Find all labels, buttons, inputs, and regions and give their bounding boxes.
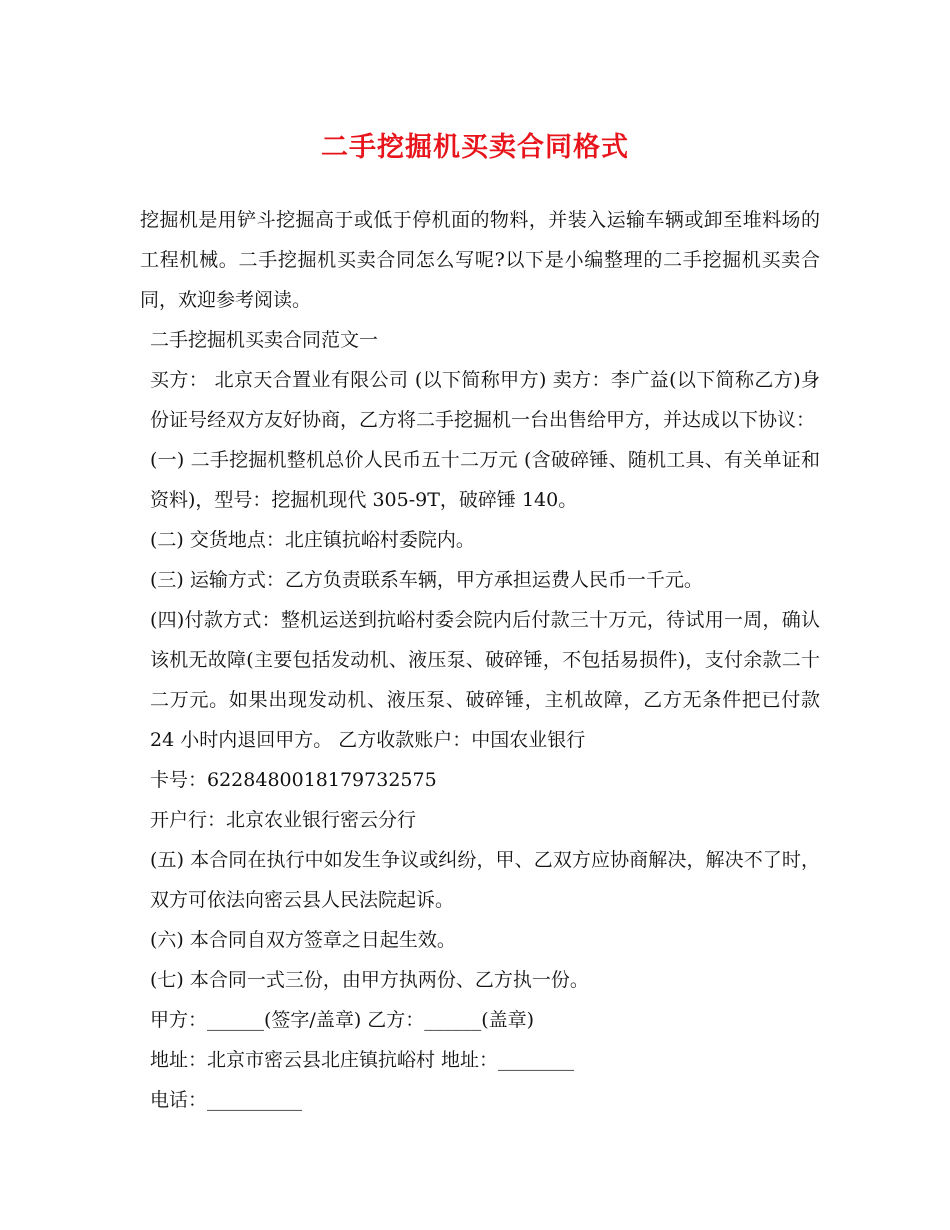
clause-2: (二) 交货地点：北庄镇抗峪村委院内。 bbox=[150, 529, 475, 551]
clause-3: (三) 运输方式：乙方负责联系车辆，甲方承担运费人民币一千元。 bbox=[150, 569, 703, 591]
section-heading: 二手挖掘机买卖合同范文一 bbox=[150, 329, 379, 351]
phone-line: 电话：__________ bbox=[150, 1089, 303, 1111]
clause-4: (四)付款方式：整机运送到抗峪村委会院内后付款三十万元，待试用一周，确认该机无故障(主要包括发动机、液压泵、破碎锤，不包括易损件)，支付余款二十二万元。如果出现发动机、液压泵、破碎锤，主机故障，乙方无条件把已付款 24 小时内退回甲方。 乙方收款账户：中国农业银行 bbox=[150, 609, 820, 751]
parties-paragraph: 买方： 北京天合置业有限公司 (以下简称甲方) 卖方：李广益(以下简称乙方)身份证号经双方友好协商，乙方将二手挖掘机一台出售给甲方，并达成以下协议： bbox=[150, 369, 820, 431]
document-body bbox=[140, 200, 820, 1120]
clause-7: (七) 本合同一式三份，由甲方执两份、乙方执一份。 bbox=[150, 969, 589, 991]
clause-6: (六) 本合同自双方签章之日起生效。 bbox=[150, 929, 456, 951]
bank-branch: 开户行：北京农业银行密云分行 bbox=[150, 809, 417, 831]
signature-line: 甲方：______(签字/盖章) 乙方：______(盖章) bbox=[150, 1009, 535, 1031]
clause-5: (五) 本合同在执行中如发生争议或纠纷，甲、乙双方应协商解决，解决不了时，双方可依法向密云县人民法院起诉。 bbox=[150, 849, 820, 911]
document-title: 二手挖掘机买卖合同格式 bbox=[321, 132, 629, 163]
address-line: 地址：北京市密云县北庄镇抗峪村 地址：________ bbox=[150, 1049, 575, 1071]
intro-paragraph: 挖掘机是用铲斗挖掘高于或低于停机面的物料，并装入运输车辆或卸至堆料场的工程机械。二手挖掘机买卖合同怎么写呢?以下是小编整理的二手挖掘机买卖合同，欢迎参考阅读。 bbox=[140, 209, 820, 311]
clause-1: (一) 二手挖掘机整机总价人民币五十二万元 (含破碎锤、随机工具、有关单证和资料)，型号：挖掘机现代 305-9T，破碎锤 140。 bbox=[150, 449, 820, 511]
card-number: 卡号：6228480018179732575 bbox=[150, 769, 437, 791]
